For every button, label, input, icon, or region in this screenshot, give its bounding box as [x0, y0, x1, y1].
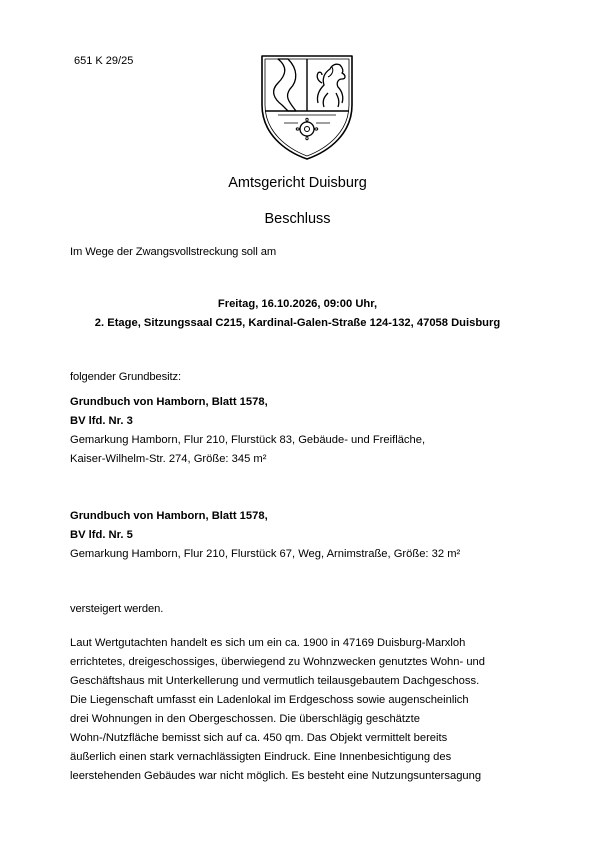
aktenzeichen: 651 K 29/25: [74, 55, 134, 67]
beschreibung-line: drei Wohnungen in den Obergeschossen. Die überschlägig geschätzte: [70, 713, 420, 725]
coat-of-arms-icon: [258, 53, 356, 161]
objekt-1-bv: BV lfd. Nr. 3: [70, 415, 133, 427]
objekt-1: [70, 393, 540, 469]
beschreibung-line: errichtetes, dreigeschossiges, überwiegend zu Wohnzwecken genutztes Wohn- und: [70, 656, 486, 668]
objekt-1-line: Gemarkung Hamborn, Flur 210, Flurstück 83, Gebäude- und Freifläche,: [70, 434, 426, 446]
objekt-1-line: Kaiser-Wilhelm-Str. 274, Größe: 345 m²: [70, 453, 267, 465]
beschreibung-line: Geschäftshaus mit Unterkellerung und vermutlich teilausgebautem Dachgeschoss.: [70, 675, 480, 687]
objekt-2: [70, 507, 540, 564]
termin-ort: 2. Etage, Sitzungssaal C215, Kardinal-Galen-Straße 124-132, 47058 Duisburg: [94, 317, 501, 329]
beschreibung-line: äußerlich einen stark vernachlässigten Eindruck. Eine Innenbesichtigung des: [70, 751, 452, 763]
beschreibung-line: Wohn-/Nutzfläche bemisst sich auf ca. 450 qm. Das Objekt vermittelt bereits: [70, 732, 448, 744]
document-title: Beschluss: [264, 211, 331, 227]
beschreibung-line: Die Liegenschaft umfasst ein Ladenlokal im Erdgeschoss sowie augenscheinlich: [70, 694, 469, 706]
objekt-2-grundbuch: Grundbuch von Hamborn, Blatt 1578,: [70, 510, 268, 522]
objekt-2-bv: BV lfd. Nr. 5: [70, 529, 133, 541]
intro-text: Im Wege der Zwangsvollstreckung soll am: [70, 246, 277, 258]
court-name: Amtsgericht Duisburg: [228, 175, 367, 191]
grundbesitz-label: folgender Grundbesitz:: [70, 371, 181, 383]
objekt-1-grundbuch: Grundbuch von Hamborn, Blatt 1578,: [70, 396, 268, 408]
versteigert-text: versteigert werden.: [70, 603, 164, 615]
beschreibung-line: Laut Wertgutachten handelt es sich um ein ca. 1900 in 47169 Duisburg-Marxloh: [70, 637, 466, 649]
beschreibung: [70, 634, 540, 786]
objekt-2-line: Gemarkung Hamborn, Flur 210, Flurstück 67, Weg, Arnimstraße, Größe: 32 m²: [70, 548, 461, 560]
termin-datum: Freitag, 16.10.2026, 09:00 Uhr,: [217, 298, 378, 310]
beschreibung-line: leerstehenden Gebäudes war nicht möglich. Es besteht eine Nutzungsuntersagung: [70, 770, 482, 782]
